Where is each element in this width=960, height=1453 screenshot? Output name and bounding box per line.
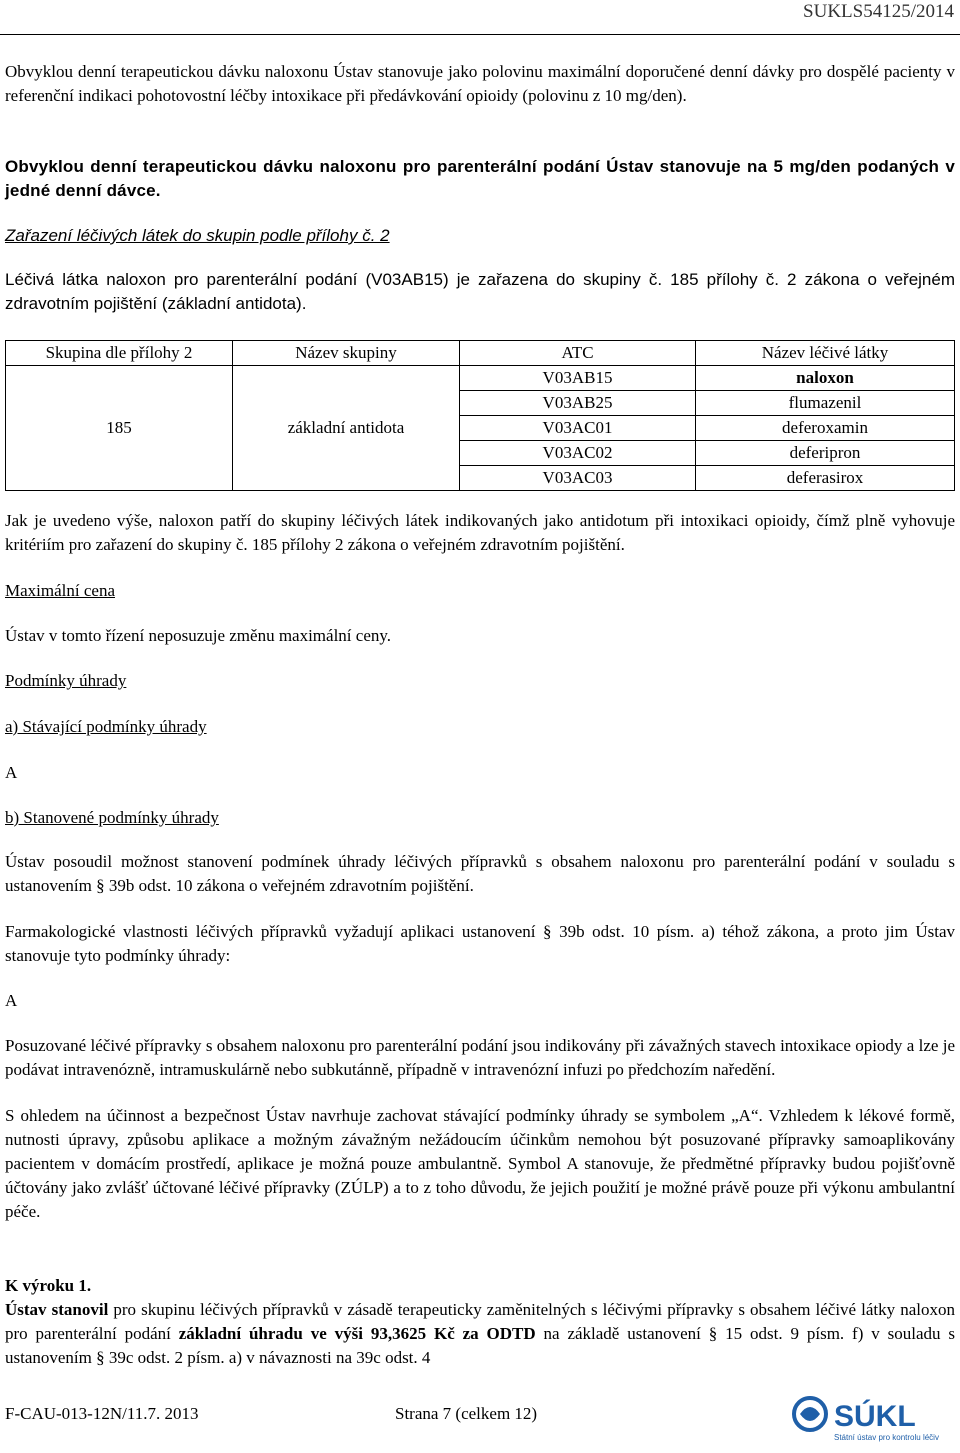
atc-cell: V03AC02 xyxy=(460,441,696,466)
heading-zarazeni: Zařazení léčivých látek do skupin podle přílohy č. 2 xyxy=(5,226,390,245)
paragraph-dose-parenteral: Obvyklou denní terapeutickou dávku naloxonu pro parenterální podání Ústav stanovuje na 5 mg/den podaných v jedné denní dávce. xyxy=(5,157,955,200)
header-rule xyxy=(0,34,960,35)
paragraph-antidotum: Jak je uvedeno výše, naloxon patří do skupiny léčivých látek indikovaných jako antidotum při intoxikaci opioidy, čímž plně vyhovuje kritériím pro zařazení do skupiny č. 185 přílohy 2 zákona o veřejném zdravotním pojištění. xyxy=(5,511,955,554)
paragraph-posoudil: Ústav posoudil možnost stanovení podmínek úhrady léčivých přípravků s obsahem naloxonu pro parenterální podání v souladu s ustanovením § 39b odst. 10 zákona o veřejném zdravotním pojištění. xyxy=(5,852,955,895)
table-header-cell: Název léčivé látky xyxy=(696,341,955,366)
substance-cell: naloxon xyxy=(696,366,955,391)
atc-cell: V03AB25 xyxy=(460,391,696,416)
footer-page-number: Strana 7 (celkem 12) xyxy=(395,1404,538,1423)
zakladni-uhrada-bold: základní úhradu ve výši 93,3625 Kč za ODTD xyxy=(178,1324,536,1343)
substance-cell: deferoxamin xyxy=(696,416,955,441)
stanovil-text: pro skupinu léčivých přípravků v zásadě terapeuticky zaměnitelných s léčivými přípravky s obsahem léčivé látky naloxon pro parenterální podání xyxy=(5,1300,955,1343)
sukl-logo-wordmark: SÚKL xyxy=(834,1400,916,1433)
paragraph-max-cena: Ústav v tomto řízení neposuzuje změnu maximální ceny. xyxy=(5,626,392,645)
heading-stanovene: b) Stanovené podmínky úhrady xyxy=(5,808,219,827)
table-header-cell: Skupina dle přílohy 2 xyxy=(6,341,233,366)
stanovil-bold: Ústav stanovil xyxy=(5,1300,109,1319)
heading-stavajici: a) Stávající podmínky úhrady xyxy=(5,717,207,736)
sukl-logo-subtitle: Státní ústav pro kontrolu léčiv xyxy=(834,1433,939,1442)
symbol-a-current: A xyxy=(5,763,18,782)
table-row xyxy=(6,366,955,391)
sukl-logo-mark xyxy=(794,1398,826,1430)
table-header-cell: ATC xyxy=(460,341,696,366)
substance-cell: deferipron xyxy=(696,441,955,466)
group-name-cell: základní antidota xyxy=(233,366,460,491)
atc-cell: V03AB15 xyxy=(460,366,696,391)
group-table xyxy=(5,340,955,491)
table-header-row xyxy=(6,341,955,366)
paragraph-farmakologicke: Farmakologické vlastnosti léčivých přípravků vyžadují aplikaci ustanovení § 39b odst. 10 písm. a) téhož zákona, a proto jim Ústav stanovuje tyto podmínky úhrady: xyxy=(5,922,955,965)
symbol-a-new: A xyxy=(5,991,18,1010)
table-header-cell: Název skupiny xyxy=(233,341,460,366)
heading-podminky: Podmínky úhrady xyxy=(5,671,127,690)
paragraph-s-ohledem: S ohledem na účinnost a bezpečnost Ústav navrhuje zachovat stávající podmínky úhrady se symbolem „A“. Vzhledem k lékové formě, nutnosti úpravy, způsobu aplikace a možným závažným nežádoucím účinkům nemohou být posuzované přípravky samoaplikovány pacientem v domácím prostředí, aplikace je možná pouze ambulantně. Symbol A stanovuje, že předmětné přípravky budou pojišťovně účtovány jako zvlášť účtované léčivé přípravky (ZÚLP) a to z toho důvodu, že jejich použití je možné právě pouze při výkonu ambulantní péče. xyxy=(5,1106,955,1221)
heading-max-cena: Maximální cena xyxy=(5,581,115,600)
group-number-cell: 185 xyxy=(6,366,233,491)
paragraph-dose-max: Obvyklou denní terapeutickou dávku naloxonu Ústav stanovuje jako polovinu maximální doporučené denní dávky pro dospělé pacienty v referenční indikaci pohotovostní léčby intoxikace při předávkování opioidy (polovinu z 10 mg/den). xyxy=(5,62,955,105)
substance-cell: deferasirox xyxy=(696,466,955,491)
paragraph-stanovil xyxy=(5,1298,955,1370)
substance-cell: flumazenil xyxy=(696,391,955,416)
heading-vyrok: K výroku 1. xyxy=(5,1276,92,1295)
paragraph-posuzovane: Posuzované léčivé přípravky s obsahem naloxonu pro parenterální podání jsou indikovány při závažných stavech intoxikace opiody a lze je podávat intravenózně, intramuskulárně nebo subkutánně, případně v intravenózní infuzi po předchozím naředění. xyxy=(5,1036,955,1079)
atc-cell: V03AC01 xyxy=(460,416,696,441)
document-id: SUKLS54125/2014 xyxy=(803,1,954,22)
footer-form-code: F-CAU-013-12N/11.7. 2013 xyxy=(5,1404,199,1423)
atc-cell: V03AC03 xyxy=(460,466,696,491)
paragraph-zarazeni: Léčivá látka naloxon pro parenterální podání (V03AB15) je zařazena do skupiny č. 185 přílohy č. 2 zákona o veřejném zdravotním pojištění (základní antidota). xyxy=(5,270,955,313)
sukl-logo xyxy=(790,1394,955,1444)
stanovil-text-2: na základě ustanovení § 15 odst. 9 písm. f) v souladu s ustanovením § 39c odst. 2 písm. a) v návaznosti na 39c odst. 4 xyxy=(5,1324,955,1367)
